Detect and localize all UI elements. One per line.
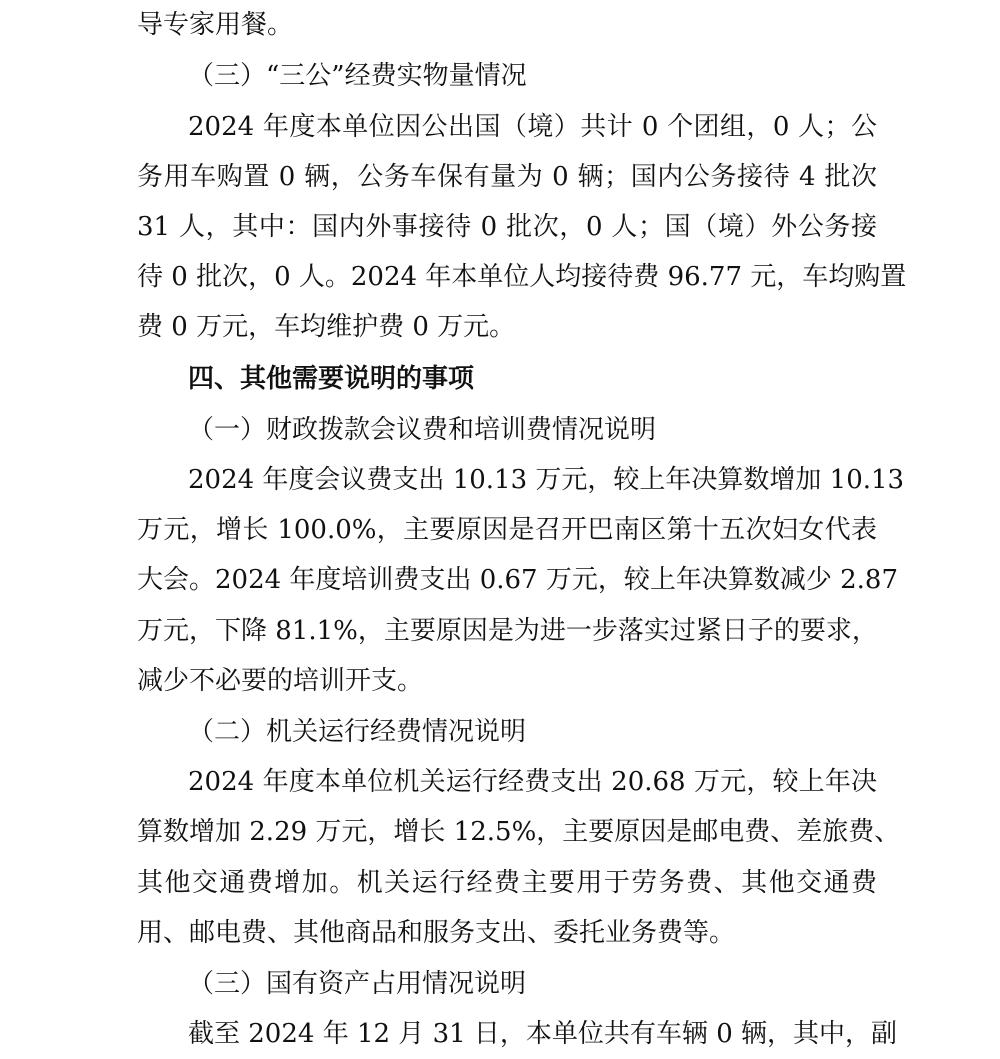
subsection-heading: （三）国有资产占用情况说明 [188,969,527,999]
text-line: 2024 年度本单位机关运行经费支出 20.68 万元，较上年决 [188,767,877,797]
text-line: 万元，增长 100.0%，主要原因是召开巴南区第十五次妇女代表 [137,515,877,545]
text-line: 大会。2024 年度培训费支出 0.67 万元，较上年决算数减少 2.87 [137,565,899,595]
text-line: 2024 年度会议费支出 10.13 万元，较上年决算数增加 10.13 [188,465,905,495]
text-line: 减少不必要的培训开支。 [137,666,424,696]
text-line: 31 人，其中：国内外事接待 0 批次，0 人；国（境）外公务接 [137,212,877,242]
text-line: 其他交通费增加。机关运行经费主要用于劳务费、其他交通费 [137,868,877,898]
text-line: 导专家用餐。 [137,10,294,40]
subsection-heading: （三）“三公”经费实物量情况 [188,61,527,91]
subsection-heading: （一）财政拨款会议费和培训费情况说明 [188,415,657,445]
text-line: 用、邮电费、其他商品和服务支出、委托业务费等。 [137,918,736,948]
text-line: 截至 2024 年 12 月 31 日，本单位共有车辆 0 辆，其中，副 [188,1019,897,1049]
section-heading: 四、其他需要说明的事项 [188,364,475,394]
text-line: 算数增加 2.29 万元，增长 12.5%，主要原因是邮电费、差旅费、 [137,817,901,847]
subsection-heading: （二）机关运行经费情况说明 [188,717,527,747]
text-line: 2024 年度本单位因公出国（境）共计 0 个团组，0 人；公 [188,112,877,142]
text-line: 务用车购置 0 辆，公务车保有量为 0 辆；国内公务接待 4 批次 [137,162,877,192]
text-line: 万元，下降 81.1%，主要原因是为进一步落实过紧日子的要求， [137,616,878,646]
text-line: 待 0 批次，0 人。2024 年本单位人均接待费 96.77 元，车均购置 [137,262,907,292]
text-line: 费 0 万元，车均维护费 0 万元。 [137,312,516,342]
